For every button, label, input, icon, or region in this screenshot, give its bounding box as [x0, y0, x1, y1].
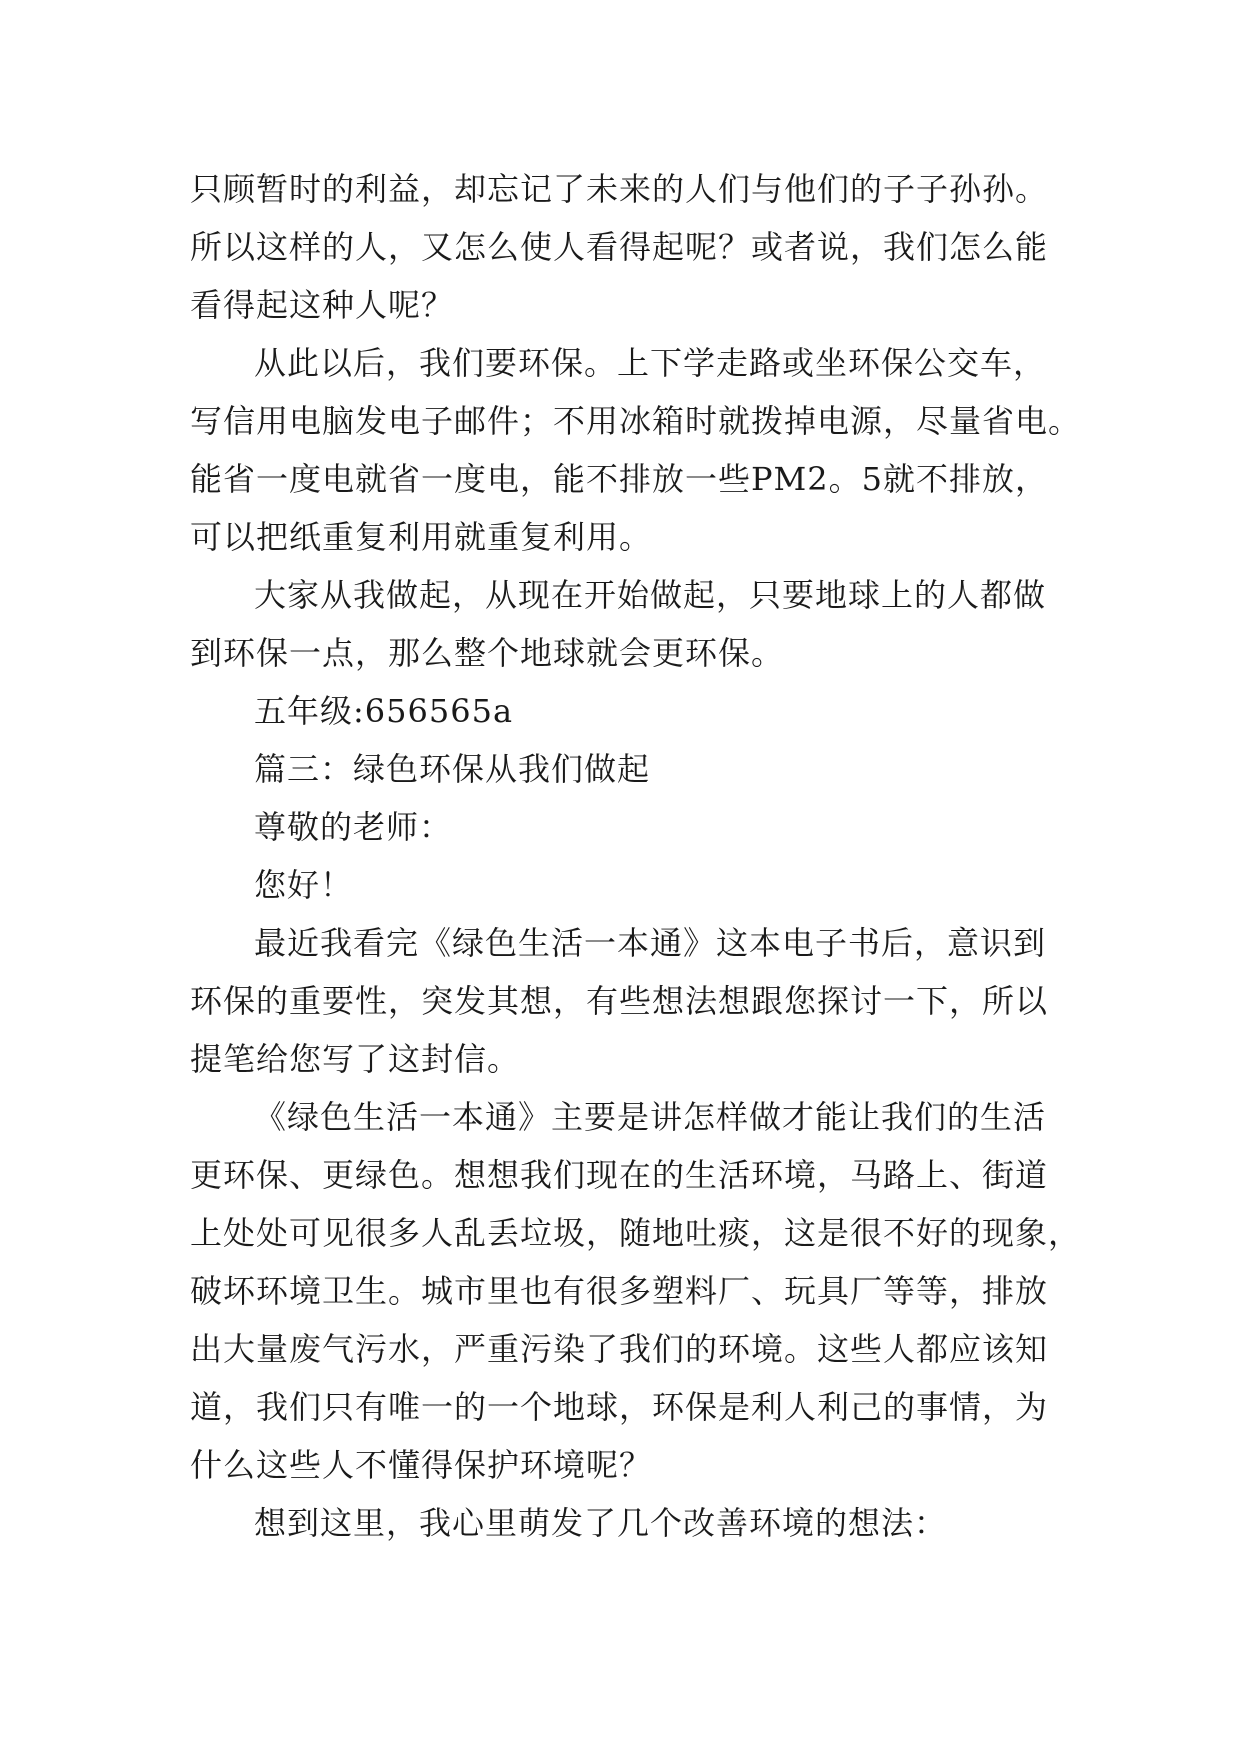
text-line: 《绿色生活一本通》主要是讲怎样做才能让我们的生活 [254, 1098, 1047, 1136]
document-body [190, 160, 1082, 1552]
text-line: 能省一度电就省一度电，能不排放一些PM2。5就不排放， [190, 460, 1049, 498]
text-line: 五年级:656565a [254, 692, 514, 730]
text-line: 大家从我做起，从现在开始做起，只要地球上的人都做 [254, 576, 1047, 614]
text-line: 道，我们只有唯一的一个地球，环保是利人利己的事情，为 [190, 1388, 1049, 1426]
text-line: 想到这里，我心里萌发了几个改善环境的想法： [254, 1504, 948, 1542]
text-line: 出大量废气污水，严重污染了我们的环境。这些人都应该知 [190, 1330, 1049, 1368]
text-line: 可以把纸重复利用就重复利用。 [190, 518, 653, 556]
text-line: 更环保、更绿色。想想我们现在的生活环境，马路上、街道 [190, 1156, 1049, 1194]
text-line: 所以这样的人，又怎么使人看得起呢？或者说，我们怎么能 [190, 228, 1049, 266]
text-line: 最近我看完《绿色生活一本通》这本电子书后，意识到 [254, 924, 1047, 962]
text-line: 看得起这种人呢？ [190, 286, 455, 324]
text-line: 环保的重要性，突发其想，有些想法想跟您探讨一下，所以 [190, 982, 1049, 1020]
text-line: 篇三：绿色环保从我们做起 [254, 750, 651, 788]
text-line: 提笔给您写了这封信。 [190, 1040, 521, 1078]
text-line: 上处处可见很多人乱丢垃圾，随地吐痰，这是很不好的现象， [190, 1214, 1082, 1252]
text-line: 破坏环境卫生。城市里也有很多塑料厂、玩具厂等等，排放 [190, 1272, 1049, 1310]
text-line: 写信用电脑发电子邮件；不用冰箱时就拨掉电源，尽量省电。 [190, 402, 1082, 440]
text-line: 什么这些人不懂得保护环境呢？ [190, 1446, 653, 1484]
text-line: 只顾暂时的利益，却忘记了未来的人们与他们的子子孙孙。 [190, 170, 1049, 208]
text-line: 尊敬的老师： [254, 808, 453, 846]
text-line: 从此以后，我们要环保。上下学走路或坐环保公交车， [254, 344, 1047, 382]
text-line: 到环保一点，那么整个地球就会更环保。 [190, 634, 785, 672]
text-line: 您好！ [254, 866, 354, 904]
